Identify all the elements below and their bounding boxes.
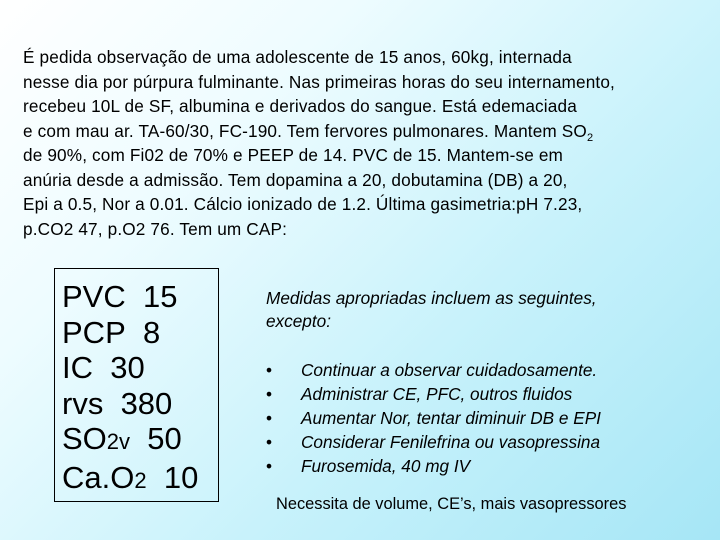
- option-item: [266, 382, 706, 406]
- case-description: [23, 45, 713, 241]
- option-text: Continuar a observar cuidadosamente.: [301, 360, 598, 380]
- so2-subscript: 2: [586, 131, 594, 144]
- case-line: de 90%, com Fi02 de 70% e PEEP de 14. PVC de 15. Mantem-se em: [23, 145, 564, 165]
- case-line: p.CO2 47, p.O2 76. Tem um CAP:: [23, 218, 288, 239]
- cap-row-so2v: [62, 421, 218, 460]
- cap-value: 30: [110, 350, 145, 386]
- cap-label: PCP: [62, 314, 126, 350]
- cap-row-ic: [62, 350, 218, 386]
- question-line: excepto:: [266, 311, 331, 331]
- answer-text: Necessita de volume, CE’s, mais vasopressores: [276, 495, 627, 513]
- bullet-icon: •: [266, 384, 273, 404]
- cap-label-subscript: 2v: [106, 429, 131, 455]
- bullet-icon: •: [266, 456, 273, 476]
- option-item: [266, 430, 706, 454]
- option-item: [266, 406, 706, 430]
- cap-value: 10: [163, 459, 199, 495]
- cap-value: 50: [147, 421, 182, 457]
- question-line: Medidas apropriadas incluem as seguintes,: [266, 288, 597, 308]
- option-text: Aumentar Nor, tentar diminuir DB e EPI: [301, 408, 601, 428]
- case-line: recebeu 10L de SF, albumina e derivados do sangue. Está edemaciada: [23, 96, 577, 116]
- cap-row-pvc: [62, 279, 218, 315]
- cap-row-rvs: [62, 386, 218, 422]
- case-line: nesse dia por púrpura fulminante. Nas primeiras horas do seu internamento,: [23, 71, 615, 92]
- bullet-icon: •: [266, 408, 273, 428]
- cap-label: Ca.O: [62, 459, 135, 495]
- cap-label: PVC: [62, 279, 126, 314]
- option-item: [266, 454, 706, 478]
- case-line: Epi a 0.5, Nor a 0.01. Cálcio ionizado de 1.2. Última gasimetria:pH 7.23,: [23, 194, 583, 214]
- case-line-text: e com mau ar. TA-60/30, FC-190. Tem fervores pulmonares. Mantem SO: [23, 120, 587, 141]
- cap-label: IC: [62, 350, 93, 386]
- cap-row-cao2: [62, 460, 218, 499]
- cap-value: 380: [120, 385, 173, 421]
- option-text: Considerar Fenilefrina ou vasopressina: [301, 432, 601, 452]
- case-line: É pedida observação de uma adolescente de 15 anos, 60kg, internada: [23, 47, 572, 67]
- case-line: [23, 119, 713, 144]
- option-text: Administrar CE, PFC, outros fluidos: [301, 384, 573, 404]
- cap-label: SO: [62, 421, 107, 457]
- bullet-icon: •: [266, 432, 273, 452]
- cap-label: rvs: [62, 385, 104, 421]
- option-text: Furosemida, 40 mg IV: [301, 456, 471, 476]
- option-item: [266, 358, 706, 382]
- answer-options-list: [266, 358, 706, 478]
- cap-value: 8: [142, 314, 161, 350]
- question-prompt: [266, 287, 706, 333]
- cap-row-pcp: [62, 315, 218, 351]
- cap-label-subscript: 2: [134, 467, 147, 493]
- bullet-icon: •: [266, 360, 273, 380]
- case-line: anúria desde a admissão. Tem dopamina a 20, dobutamina (DB) a 20,: [23, 169, 568, 190]
- cap-value: 15: [142, 279, 178, 314]
- cap-values-box: [54, 268, 219, 502]
